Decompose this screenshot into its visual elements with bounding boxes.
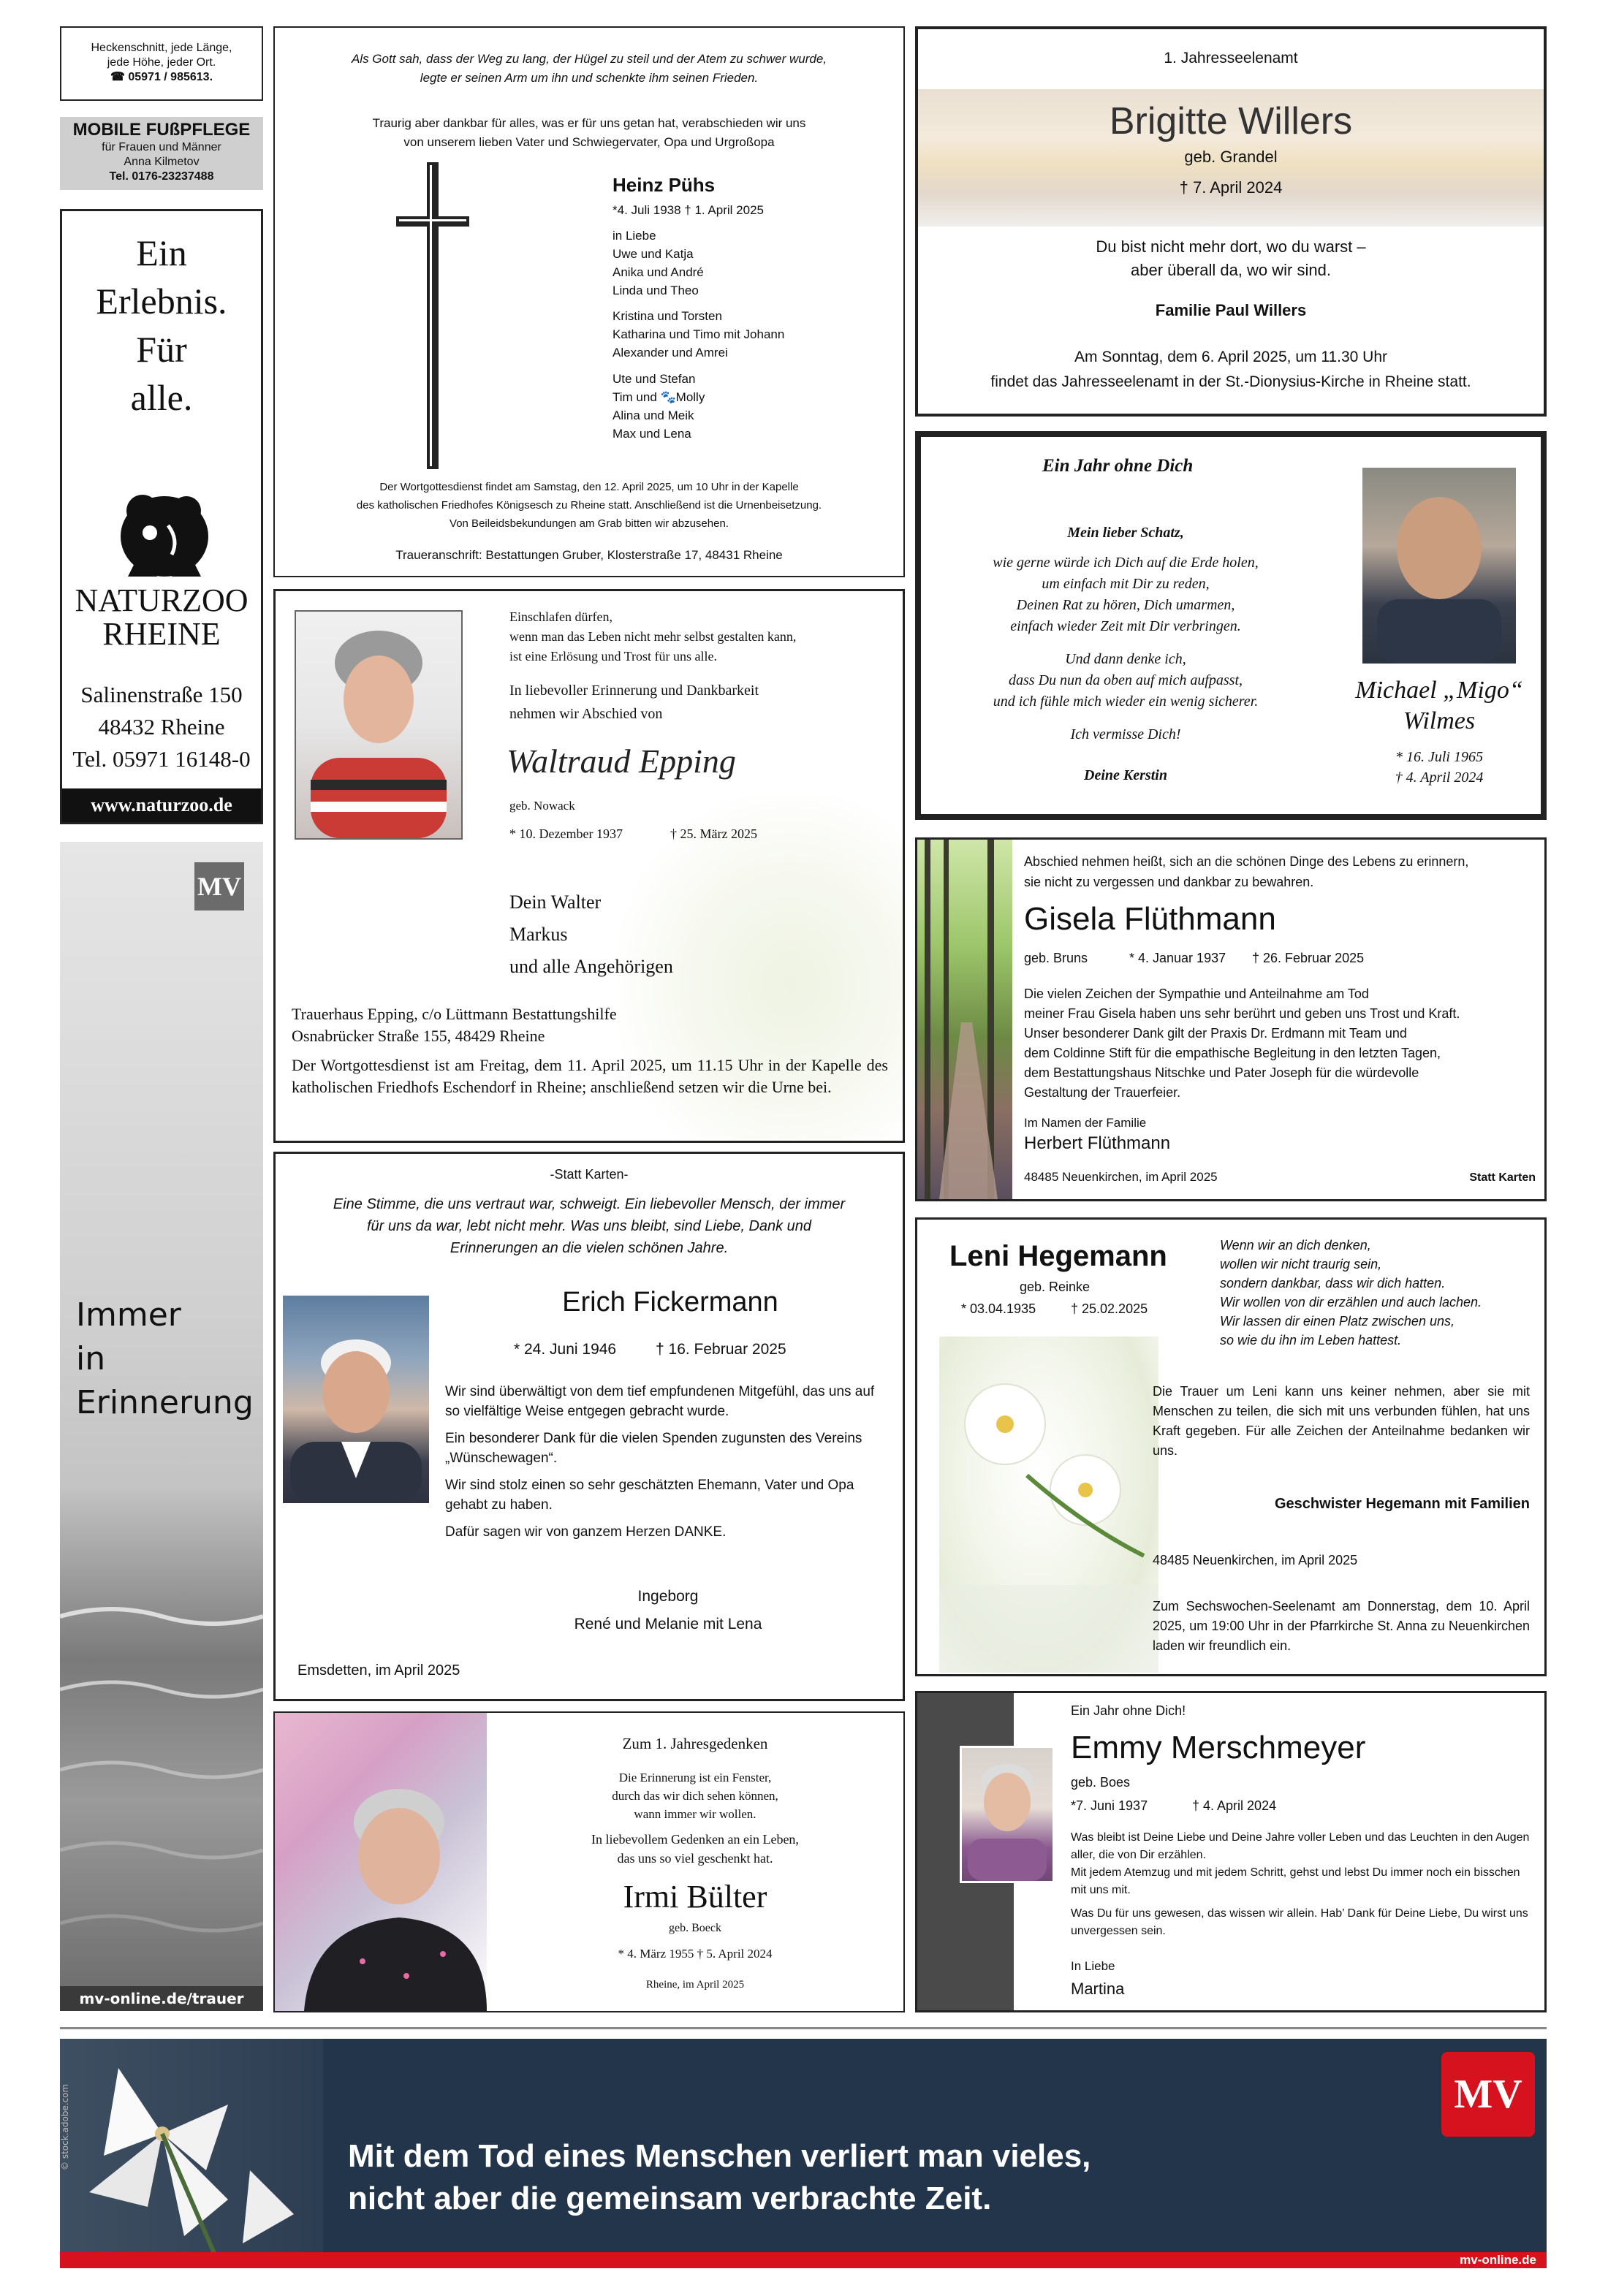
merschmeyer-name: Emmy Merschmeyer [1071,1730,1366,1765]
fusspflege-phone: Tel. 0176-23237488 [109,170,214,183]
fluethmann-quote: Abschied nehmen heißt, sich an die schönen Dinge des Lebens zu erinnern, sie nicht zu vergessen und dankbar zu bewahren. [1024,854,1469,889]
fickermann-birth: * 24. Juni 1946 [514,1341,617,1358]
hegemann-poem: Wenn wir an dich denken, wollen wir nicht traurig sein, sondern dankbar, dass wir dich hatten. Wir wollen von dir erzählen und auch lachen. Wir lassen dir einen Platz zwischen uns, so wie du ihn im Leben hattest. [1220,1238,1482,1347]
wilmes-salutation: Mein lieber Schatz, [1067,525,1184,541]
fickermann-quote: Eine Stimme, die uns vertraut war, schweigt. Ein liebevoller Mensch, der immer für uns da war, lebt nicht mehr. Was uns bleibt, sind Liebe, Dank und Erinnerungen an die vielen schönen Jahre. [333,1196,846,1256]
zoo-slogan-2: Erlebnis. [96,281,227,322]
hedge-ad [60,26,263,101]
fickermann-p4: Dafür sagen wir von ganzem Herzen DANKE. [445,1524,727,1540]
mv-side-line3: Erinnerung [76,1384,254,1421]
obituary-gisela-fluethmann [915,837,1547,1201]
buelter-name: Irmi Bülter [623,1879,767,1915]
merschmeyer-birth: *7. Juni 1937 [1071,1798,1148,1813]
banner-line-2: nicht aber die gemeinsam verbrachte Zeit. [348,2181,992,2216]
fusspflege-title: MOBILE FUßPFLEGE [72,120,251,140]
merschmeyer-sign-name: Martina [1071,1980,1125,1998]
wilmes-header: Ein Jahr ohne Dich [1042,456,1194,476]
zoo-city: 48432 Rheine [98,714,225,740]
epping-family: Dein Walter Markus und alle Angehörigen [509,892,673,977]
banner-line-1: Mit dem Tod eines Menschen verliert man vieles, [348,2138,1091,2174]
wilmes-poem-1: wie gerne würde ich Dich auf die Erde holen, um einfach mit Dir zu reden, Deinen Rat zu hören, Dich umarmen, einfach wieder Zeit mit Dir verbringen. [993,555,1259,634]
orchid-image [939,1337,1158,1673]
hegemann-birth: * 03.04.1935 [961,1301,1036,1316]
fickermann-p2: Ein besonderer Dank für die vielen Spenden zugunsten des Vereins „Wünschewagen“. [445,1431,862,1466]
portrait-photo [295,610,463,840]
willers-poem: Du bist nicht mehr dort, wo du warst – aber überall da, wo wir sind. [1096,237,1366,279]
naturzoo-ad [60,209,263,824]
merschmeyer-sign-intro: In Liebe [1071,1959,1115,1973]
forest-path-image [917,840,1012,1199]
hegemann-body: Die Trauer um Leni kann uns keiner nehmen, aber sie mit Menschen zu teilen, die sich mit uns verbunden fühlen, hat uns Kraft gegeben. Für alle Zeichen der Anteilnahme bedanken wir uns. [1153,1384,1530,1458]
hegemann-name: Leni Hegemann [949,1240,1167,1272]
wilmes-poem-2: Und dann denke ich, dass Du nun da oben auf mich aufpasst, und ich fühle mich wieder ein wenig sicherer. [993,651,1259,710]
fluethmann-statt-karten: Statt Karten [1469,1171,1536,1184]
mv-trauer-ad [60,842,263,2011]
epping-born: geb. Nowack [509,799,575,813]
banner-url[interactable]: mv-online.de [1460,2253,1536,2267]
willers-family: Familie Paul Willers [1155,301,1307,319]
hegemann-born: geb. Reinke [1020,1280,1091,1294]
obituary-waltraud-epping [273,589,905,1143]
obituary-emmy-merschmeyer [915,1691,1547,2012]
buelter-poem-1: Die Erinnerung ist ein Fenster, durch das wir dich sehen können, wann immer wir wollen. [612,1771,778,1821]
epping-service: Der Wortgottesdienst ist am Freitag, dem 11. April 2025, um 11.15 Uhr in der Kapelle des katholischen Friedhofs Eschendorf in Rheine; anschließend setzen wir die Urne bei. [292,1056,888,1096]
merschmeyer-p1: Was bleibt ist Deine Liebe und Deine Jahre voller Leben und das Leuchten in den Augen aller, die von Dir erzählen. Mit jedem Atemzug und mit jedem Schritt, gehst und lebst Du immer noch ein bisschen mit uns mit. [1071,1831,1530,1896]
portrait-photo [283,1296,429,1503]
lily-flowers-image [60,2039,323,2268]
wilmes-name-1: Michael „Migo“ [1355,677,1523,704]
hegemann-service: Zum Sechswochen-Seelenamt am Donnerstag, dem 10. April 2025, um 19:00 Uhr in der Pfarrkirche St. Anna zu Neuenkirchen laden wir freundlich ein. [1153,1599,1530,1653]
wilmes-name-2: Wilmes [1403,707,1476,734]
fickermann-death: † 16. Februar 2025 [656,1341,786,1358]
fluethmann-sign-name: Herbert Flüthmann [1024,1133,1171,1153]
portrait-photo [960,1746,1055,1883]
page-divider [60,2027,1547,2029]
hedge-phone: ☎ 05971 / 985613. [110,71,213,83]
portrait-photo [1362,468,1516,664]
zoo-phone: Tel. 05971 16148-0 [72,746,251,772]
wilmes-miss: Ich vermisse Dich! [1070,726,1181,742]
obituary-leni-hegemann [915,1217,1547,1676]
fusspflege-line2: Anna Kilmetov [124,156,200,168]
willers-born: geb. Grandel [1184,148,1278,166]
fickermann-place: Emsdetten, im April 2025 [297,1662,460,1679]
puehs-family-2: Kristina und Torsten Katharina und Timo mit Johann Alexander und Amrei [613,309,785,360]
obituary-irmi-buelter [273,1711,905,2012]
fluethmann-body: Die vielen Zeichen der Sympathie und Anteilnahme am Tod meiner Frau Gisela haben uns sehr berührt und geben uns Trost und Kraft. Unser besonderer Dank gilt der Praxis Dr. Erdmann mit Team und dem Coldinne Stift für die empathische Begleitung in den letzten Tagen, dem Bestattungshaus Nitschke und Pater Joseph für die würdevolle Gestaltung der Trauerfeier. [1024,987,1460,1100]
fusspflege-line1: für Frauen und Männer [102,141,221,153]
puehs-verse: Als Gott sah, dass der Weg zu lang, der Hügel zu steil und der Atem zu schwer wurde, legte er seinen Arm um ihn und schenkte ihm seinen Frieden. [351,52,827,85]
puehs-service: Der Wortgottesdienst findet am Samstag, den 12. April 2025, um 10 Uhr in der Kapelle des katholischen Friedhofes Königsesch zu Rheine statt. Anschließend ist die Urnenbeisetzung. Von Beileidsbekundungen am Grab bitten wir abzusehen. [356,481,822,530]
wilmes-sign: Deine Kerstin [1084,767,1167,783]
willers-died: † 7. April 2024 [1179,178,1283,197]
obituary-michael-wilmes [915,431,1547,820]
portrait-photo [275,1713,487,2011]
fluethmann-sign-intro: Im Namen der Familie [1024,1116,1147,1130]
zoo-logo-line1: NATURZOO [75,582,249,618]
epping-birth: * 10. Dezember 1937 [509,826,623,841]
hegemann-sign: Geschwister Hegemann mit Familien [1275,1496,1530,1512]
epping-address: Trauerhaus Epping, c/o Lüttmann Bestattungshilfe Osnabrücker Straße 155, 48429 Rheine [292,1005,617,1045]
buelter-poem-2: In liebevollem Gedenken an ein Leben, das uns so viel geschenkt hat. [591,1832,799,1866]
mv-side-url[interactable]: mv-online.de/trauer [60,1986,263,2011]
zoo-street: Salinenstraße 150 [80,682,243,707]
buelter-place: Rheine, im April 2025 [645,1979,745,1991]
epping-poem: Einschlafen dürfen, wenn man das Leben nicht mehr selbst gestalten kann, ist eine Erlösung und Trost für uns alle. [509,609,797,664]
merschmeyer-death: † 4. April 2024 [1192,1798,1277,1813]
fluethmann-birth: * 4. Januar 1937 [1129,951,1226,965]
fluethmann-death: † 26. Februar 2025 [1252,951,1365,965]
puehs-family-1: in Liebe Uwe und Katja Anika und André Linda und Theo [613,229,704,297]
fluethmann-place: 48485 Neuenkirchen, im April 2025 [1024,1170,1218,1184]
puehs-family-3: Ute und Stefan Tim und 🐾Molly Alina und Meik Max und Lena [613,372,705,441]
merschmeyer-born: geb. Boes [1071,1775,1131,1790]
epping-intro: In liebevoller Erinnerung und Dankbarkeit nehmen wir Abschied von [509,683,759,722]
mv-side-line2: in [76,1340,106,1377]
fickermann-name: Erich Fickermann [562,1287,778,1318]
hedge-line1: Heckenschnitt, jede Länge, [91,42,232,54]
fusspflege-ad [60,117,263,190]
hegemann-place: 48485 Neuenkirchen, im April 2025 [1153,1553,1358,1567]
banner-red-strip [60,2252,1547,2268]
fickermann-header: -Statt Karten- [550,1167,629,1182]
cross-icon [396,162,469,469]
willers-service: Am Sonntag, dem 6. April 2025, um 11.30 Uhr findet das Jahresseelenamt in der St.-Dionysius-Kirche in Rheine statt. [990,349,1471,390]
fickermann-sign-2: René und Melanie mit Lena [574,1616,762,1632]
fickermann-p1: Wir sind überwältigt von dem tief empfundenen Mitgefühl, das uns auf so vielfältige Weise entgegen gebracht wurde. [445,1384,875,1419]
fluethmann-name: Gisela Flüthmann [1024,901,1276,937]
merschmeyer-header: Ein Jahr ohne Dich! [1071,1703,1186,1718]
obituary-heinz-puehs [273,26,905,577]
fickermann-sign-1: Ingeborg [637,1588,699,1605]
willers-name: Brigitte Willers [1109,100,1353,142]
buelter-dates: * 4. März 1955 † 5. April 2024 [618,1947,773,1961]
epping-name: Waltraud Epping [507,742,736,780]
zoo-slogan-4: alle. [130,377,193,418]
zoo-animals-logo-icon [99,482,223,584]
fickermann-p3: Wir sind stolz einen so sehr geschätzten Ehemann, Vater und Opa gehabt zu haben. [445,1478,854,1513]
sea-waves-image [60,1573,263,1982]
epping-death: † 25. März 2025 [670,826,757,841]
hegemann-death: † 25.02.2025 [1071,1301,1148,1316]
puehs-intro: Traurig aber dankbar für alles, was er für uns getan hat, verabschieden wir uns von unserem lieben Vater und Schwiegervater, Opa und Urgroßopa [372,116,806,149]
mv-banner-ad [60,2039,1547,2268]
puehs-name: Heinz Pühs [613,174,716,196]
mv-side-badge: MV [194,862,244,911]
fluethmann-born: geb. Bruns [1024,951,1088,965]
puehs-address: Traueranschrift: Bestattungen Gruber, Klosterstraße 17, 48431 Rheine [395,548,783,562]
zoo-url[interactable]: www.naturzoo.de [62,788,261,822]
obituary-erich-fickermann [273,1152,905,1701]
obituary-brigitte-willers [915,26,1547,417]
hedge-line2: jede Höhe, jeder Ort. [107,56,216,69]
wilmes-dates: * 16. Juli 1965 † 4. April 2024 [1395,749,1484,786]
buelter-born: geb. Boeck [669,1922,721,1934]
zoo-logo-line2: RHEINE [102,616,221,652]
willers-header: 1. Jahresseelenamt [1164,50,1298,66]
buelter-header: Zum 1. Jahresgedenken [622,1735,768,1752]
banner-credit: © stock.adobe.com [60,2083,70,2170]
mv-side-line1: Immer [76,1296,181,1334]
zoo-slogan-3: Für [136,329,187,370]
merschmeyer-p2: Was Du für uns gewesen, das wissen wir allein. Hab’ Dank für Deine Liebe, Du wirst uns unvergessen sein. [1071,1907,1528,1937]
puehs-dates: *4. Juli 1938 † 1. April 2025 [613,203,764,217]
banner-mv-badge: MV [1441,2052,1535,2137]
zoo-slogan-1: Ein [136,232,187,273]
